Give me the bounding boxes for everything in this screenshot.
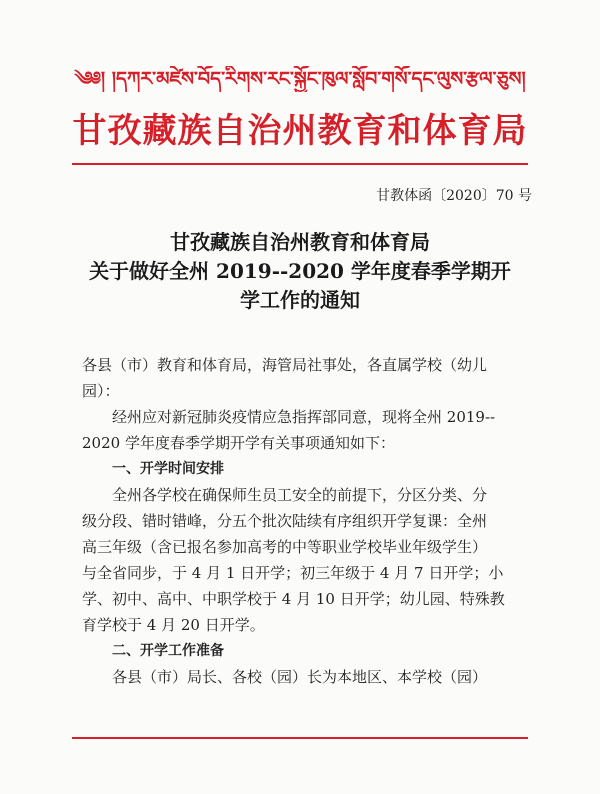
letterhead-tibetan: ༄༅། །དཀར་མཛེས་བོད་རིགས་རང་སྐྱོང་ཁུལ་སློབ་གསོ་དང་ལུས་རྩལ་ཅུས། — [74, 68, 526, 90]
letterhead-title: 甘孜藏族自治州教育和体育局 — [72, 111, 528, 151]
paragraph-line: 各县（市）局长、各校（园）长为本地区、本学校（园） — [112, 668, 488, 686]
paragraph-line: 级分段、错时错峰，分五个批次陆续有序组织开学复课：全州 — [82, 512, 488, 530]
notice-title-line: 关于做好全州 2019--2020 学年度春季学期开 — [89, 259, 511, 283]
section-heading: 一、开学时间安排 — [112, 461, 224, 477]
document-number: 甘教体函〔2020〕70 号 — [376, 188, 532, 204]
paragraph-line: 高三年级（含已报名参加高考的中等职业学校毕业年级学生） — [82, 538, 488, 556]
intro-line: 经州应对新冠肺炎疫情应急指挥部同意，现将全州 2019-- — [112, 408, 496, 426]
paragraph-line: 育学校于 4 月 20 日开学。 — [82, 616, 265, 634]
notice-title — [60, 228, 540, 315]
paragraph-line: 全州各学校在确保师生员工安全的前提下，分区分类、分 — [112, 486, 488, 504]
notice-title-line: 学工作的通知 — [240, 288, 360, 312]
intro-line: 2020 学年度春季学期开学有关事项通知如下： — [82, 434, 395, 452]
paragraph-line: 与全省同步，于 4 月 1 日开学；初三年级于 4 月 7 日开学；小 — [82, 564, 504, 582]
letterhead-divider — [72, 163, 528, 165]
notice-body — [82, 352, 528, 690]
addressee-line: 各县（市）教育和体育局，海管局社事处，各直属学校（幼儿 — [82, 356, 488, 374]
section-heading: 二、开学工作准备 — [112, 643, 224, 659]
footer-divider — [72, 737, 528, 739]
notice-title-line: 甘孜藏族自治州教育和体育局 — [170, 230, 430, 254]
paragraph-line: 学、初中、高中、中职学校于 4 月 10 日开学；幼儿园、特殊教 — [82, 590, 505, 608]
addressee-line: 园）： — [82, 382, 120, 400]
